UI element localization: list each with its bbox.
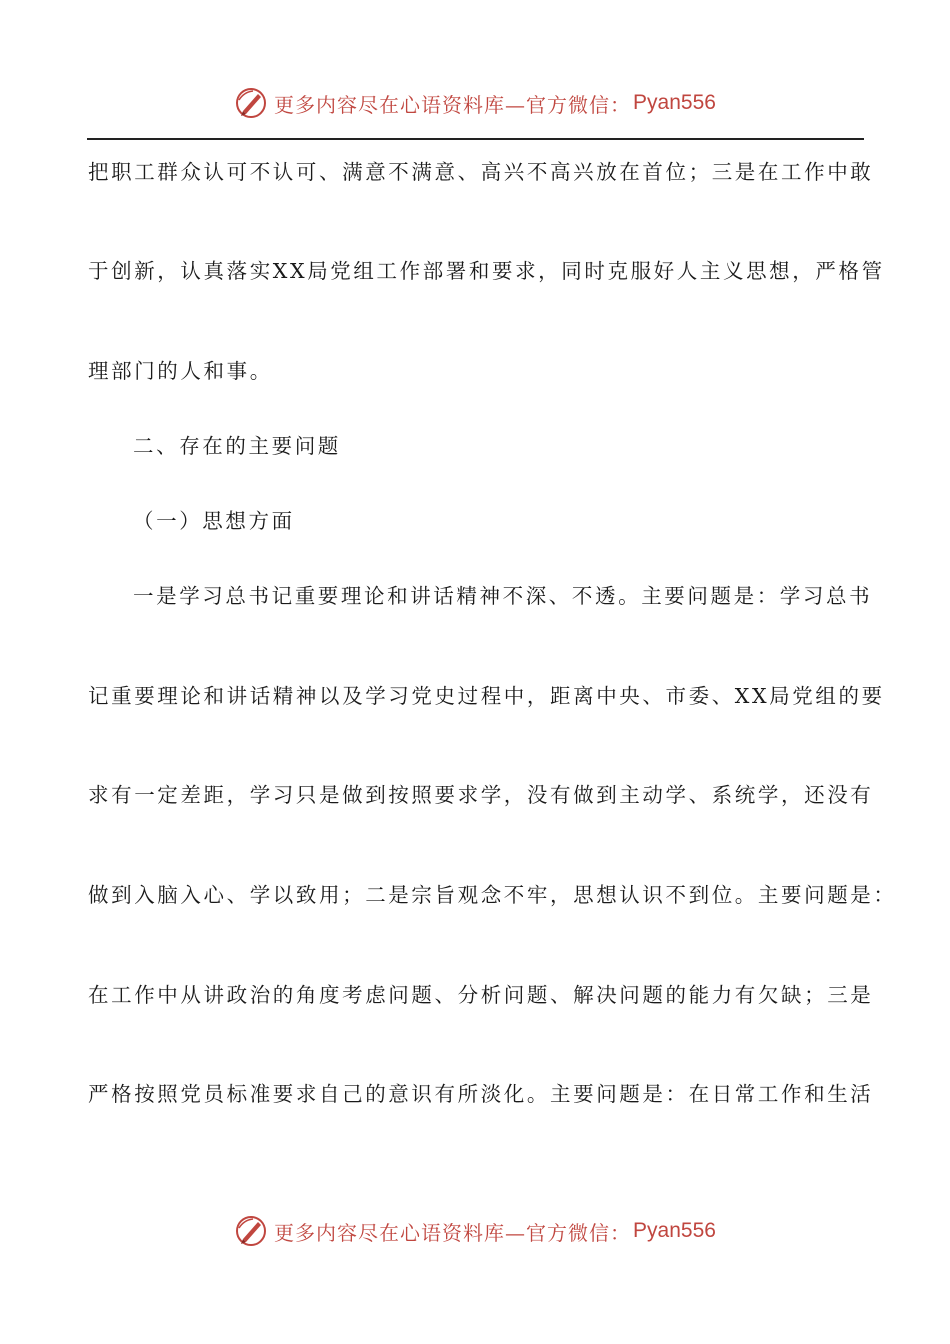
body-line: 一是学习总书记重要理论和讲话精神不深、不透。主要问题是：学习总书 [133, 584, 873, 608]
footer-banner-text: 更多内容尽在心语资料库—官方微信： [274, 1220, 632, 1245]
pen-logo-icon [234, 86, 268, 120]
body-line: 记重要理论和讲话精神以及学习党史过程中，距离中央、市委、XX局党组的要 [88, 684, 885, 708]
header-wechat-id: Pyan556 [633, 91, 716, 114]
subsection-heading: （一）思想方面 [133, 509, 295, 533]
body-line: 在工作中从讲政治的角度考虑问题、分析问题、解决问题的能力有欠缺；三是 [88, 983, 874, 1007]
pen-logo-icon [234, 1214, 268, 1248]
header-banner-text: 更多内容尽在心语资料库—官方微信： [274, 92, 632, 117]
body-line: 求有一定差距，学习只是做到按照要求学，没有做到主动学、系统学，还没有 [88, 783, 874, 807]
footer-banner [0, 1208, 950, 1254]
body-line: 做到入脑入心、学以致用；二是宗旨观念不牢，思想认识不到位。主要问题是： [88, 883, 897, 907]
footer-wechat-id: Pyan556 [633, 1219, 716, 1242]
body-line: 严格按照党员标准要求自己的意识有所淡化。主要问题是：在日常工作和生活 [88, 1082, 874, 1106]
body-line: 理部门的人和事。 [88, 359, 273, 383]
header-banner [0, 80, 950, 126]
header-divider [87, 138, 864, 140]
body-line: 于创新，认真落实XX局党组工作部署和要求，同时克服好人主义思想，严格管 [88, 259, 885, 283]
section-heading: 二、存在的主要问题 [133, 434, 341, 458]
body-line: 把职工群众认可不认可、满意不满意、高兴不高兴放在首位；三是在工作中敢 [88, 160, 874, 184]
